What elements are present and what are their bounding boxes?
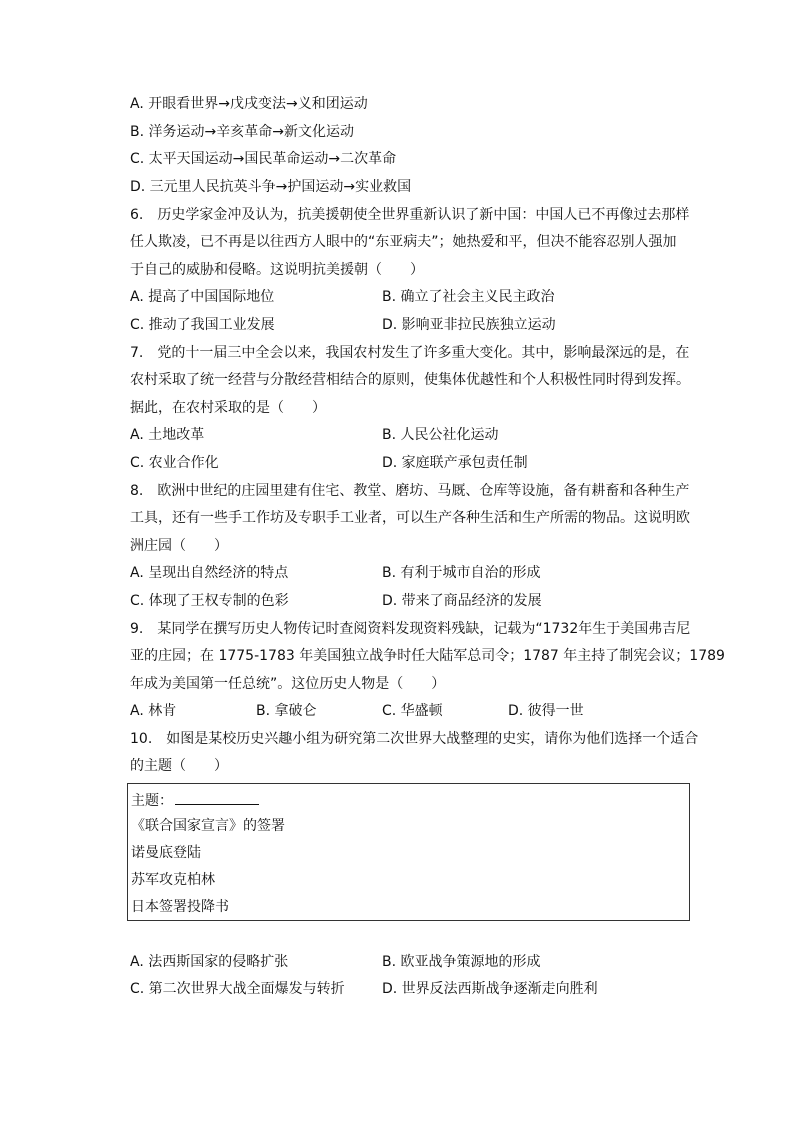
q5-option-b: B. 洋务运动→辛亥革命→新文化运动	[130, 124, 354, 140]
q8-option-c: C. 体现了王权专制的色彩	[130, 593, 289, 609]
q5-option-a: A. 开眼看世界→戊戌变法→义和团运动	[130, 96, 368, 112]
q10-fact-4: 日本签署投降书	[131, 899, 229, 915]
q10-option-c: C. 第二次世界大战全面爆发与转折	[130, 981, 345, 997]
q9-stem-line-2: 亚的庄园；在 1775-1783 年美国独立战争时任大陆军总司令；1787 年主持了制宪会议；1789	[130, 648, 725, 664]
q10-option-a: A. 法西斯国家的侵略扩张	[130, 954, 289, 970]
q5-option-c: C. 太平天国运动→国民革命运动→二次革命	[130, 151, 397, 167]
q7-stem-line-1: 7. 党的十一届三中全会以来，我国农村发生了许多重大变化。其中，影响最深远的是，在	[130, 345, 690, 361]
q8-stem-line-2: 工具，还有一些手工作坊及专职手工业者，可以生产各种生活和生产所需的物品。这说明欧	[130, 510, 690, 526]
q10-topic-line	[131, 790, 259, 808]
q7-option-a: A. 土地改革	[130, 427, 205, 443]
q9-option-b: B. 拿破仑	[256, 703, 317, 719]
q7-option-b: B. 人民公社化运动	[382, 427, 499, 443]
q10-option-d: D. 世界反法西斯战争逐渐走向胜利	[382, 981, 598, 997]
q10-stem-line-1: 10. 如图是某校历史兴趣小组为研究第二次世界大战整理的史实，请你为他们选择一个适合	[130, 731, 699, 747]
q6-option-a: A. 提高了中国国际地位	[130, 289, 275, 305]
q6-stem-line-3: 于自己的威胁和侵略。这说明抗美援朝（ ）	[130, 262, 424, 278]
q10-fact-1: 《联合国家宣言》的签署	[131, 818, 285, 834]
q10-facts-box	[127, 783, 690, 921]
q8-option-d: D. 带来了商品经济的发展	[382, 593, 542, 609]
q5-option-d: D. 三元里人民抗英斗争→护国运动→实业救国	[130, 179, 412, 195]
q9-option-c: C. 华盛顿	[382, 703, 443, 719]
q8-option-a: A. 呈现出自然经济的特点	[130, 565, 289, 581]
q8-option-b: B. 有利于城市自治的形成	[382, 565, 541, 581]
q6-stem-line-1: 6. 历史学家金冲及认为，抗美援朝使全世界重新认识了新中国：中国人已不再像过去那样	[130, 207, 690, 223]
q10-fact-3: 苏军攻克柏林	[131, 872, 215, 888]
q7-stem-line-2: 农村采取了统一经营与分散经营相结合的原则，使集体优越性和个人积极性同时得到发挥。	[130, 372, 690, 388]
q7-stem-line-3: 据此，在农村采取的是（ ）	[130, 400, 326, 416]
q7-option-d: D. 家庭联产承包责任制	[382, 455, 528, 471]
q9-option-d: D. 彼得一世	[508, 703, 584, 719]
q9-stem-line-3: 年成为美国第一任总统”。这位历史人物是（ ）	[130, 676, 446, 692]
q6-option-c: C. 推动了我国工业发展	[130, 317, 275, 333]
q6-stem-line-2: 任人欺凌，已不再是以往西方人眼中的“东亚病夫”；她热爱和平，但决不能容忍别人强加	[130, 234, 677, 250]
q10-topic-blank	[175, 790, 259, 805]
q8-stem-line-1: 8. 欧洲中世纪的庄园里建有住宅、教堂、磨坊、马厩、仓库等设施，备有耕畜和各种生产	[130, 483, 690, 499]
q10-topic-label: 主题：	[131, 793, 173, 809]
q7-option-c: C. 农业合作化	[130, 455, 219, 471]
q6-option-d: D. 影响亚非拉民族独立运动	[382, 317, 556, 333]
q9-stem-line-1: 9. 某同学在撰写历史人物传记时查阅资料发现资料残缺，记载为“1732年生于美国弗吉尼	[130, 621, 691, 637]
q9-option-a: A. 林肯	[130, 703, 177, 719]
q6-option-b: B. 确立了社会主义民主政治	[382, 289, 555, 305]
q8-stem-line-3: 洲庄园（ ）	[130, 538, 228, 554]
q10-option-b: B. 欧亚战争策源地的形成	[382, 954, 541, 970]
q10-fact-2: 诺曼底登陆	[131, 845, 201, 861]
q10-stem-line-2: 的主题（ ）	[130, 758, 228, 774]
